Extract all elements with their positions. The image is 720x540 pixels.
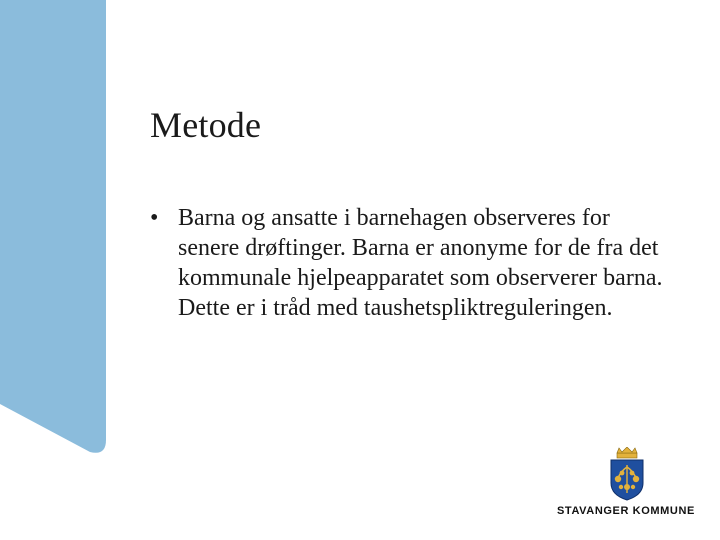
decorative-side-band <box>0 0 110 460</box>
bullet-list <box>150 203 670 323</box>
bullet-text: Barna og ansatte i barnehagen observeres for senere drøftinger. Barna er anonyme for de fra det kommunale hjelpeapparatet som observerer barna. Dette er i tråd med taushetspliktreguleringen. <box>178 205 663 321</box>
bullet-item <box>150 203 670 323</box>
bullet-marker: • <box>150 205 159 231</box>
stavanger-crest-icon <box>608 447 646 501</box>
slide-title: Metode <box>150 105 262 145</box>
organization-name: STAVANGER KOMMUNE <box>557 505 695 517</box>
